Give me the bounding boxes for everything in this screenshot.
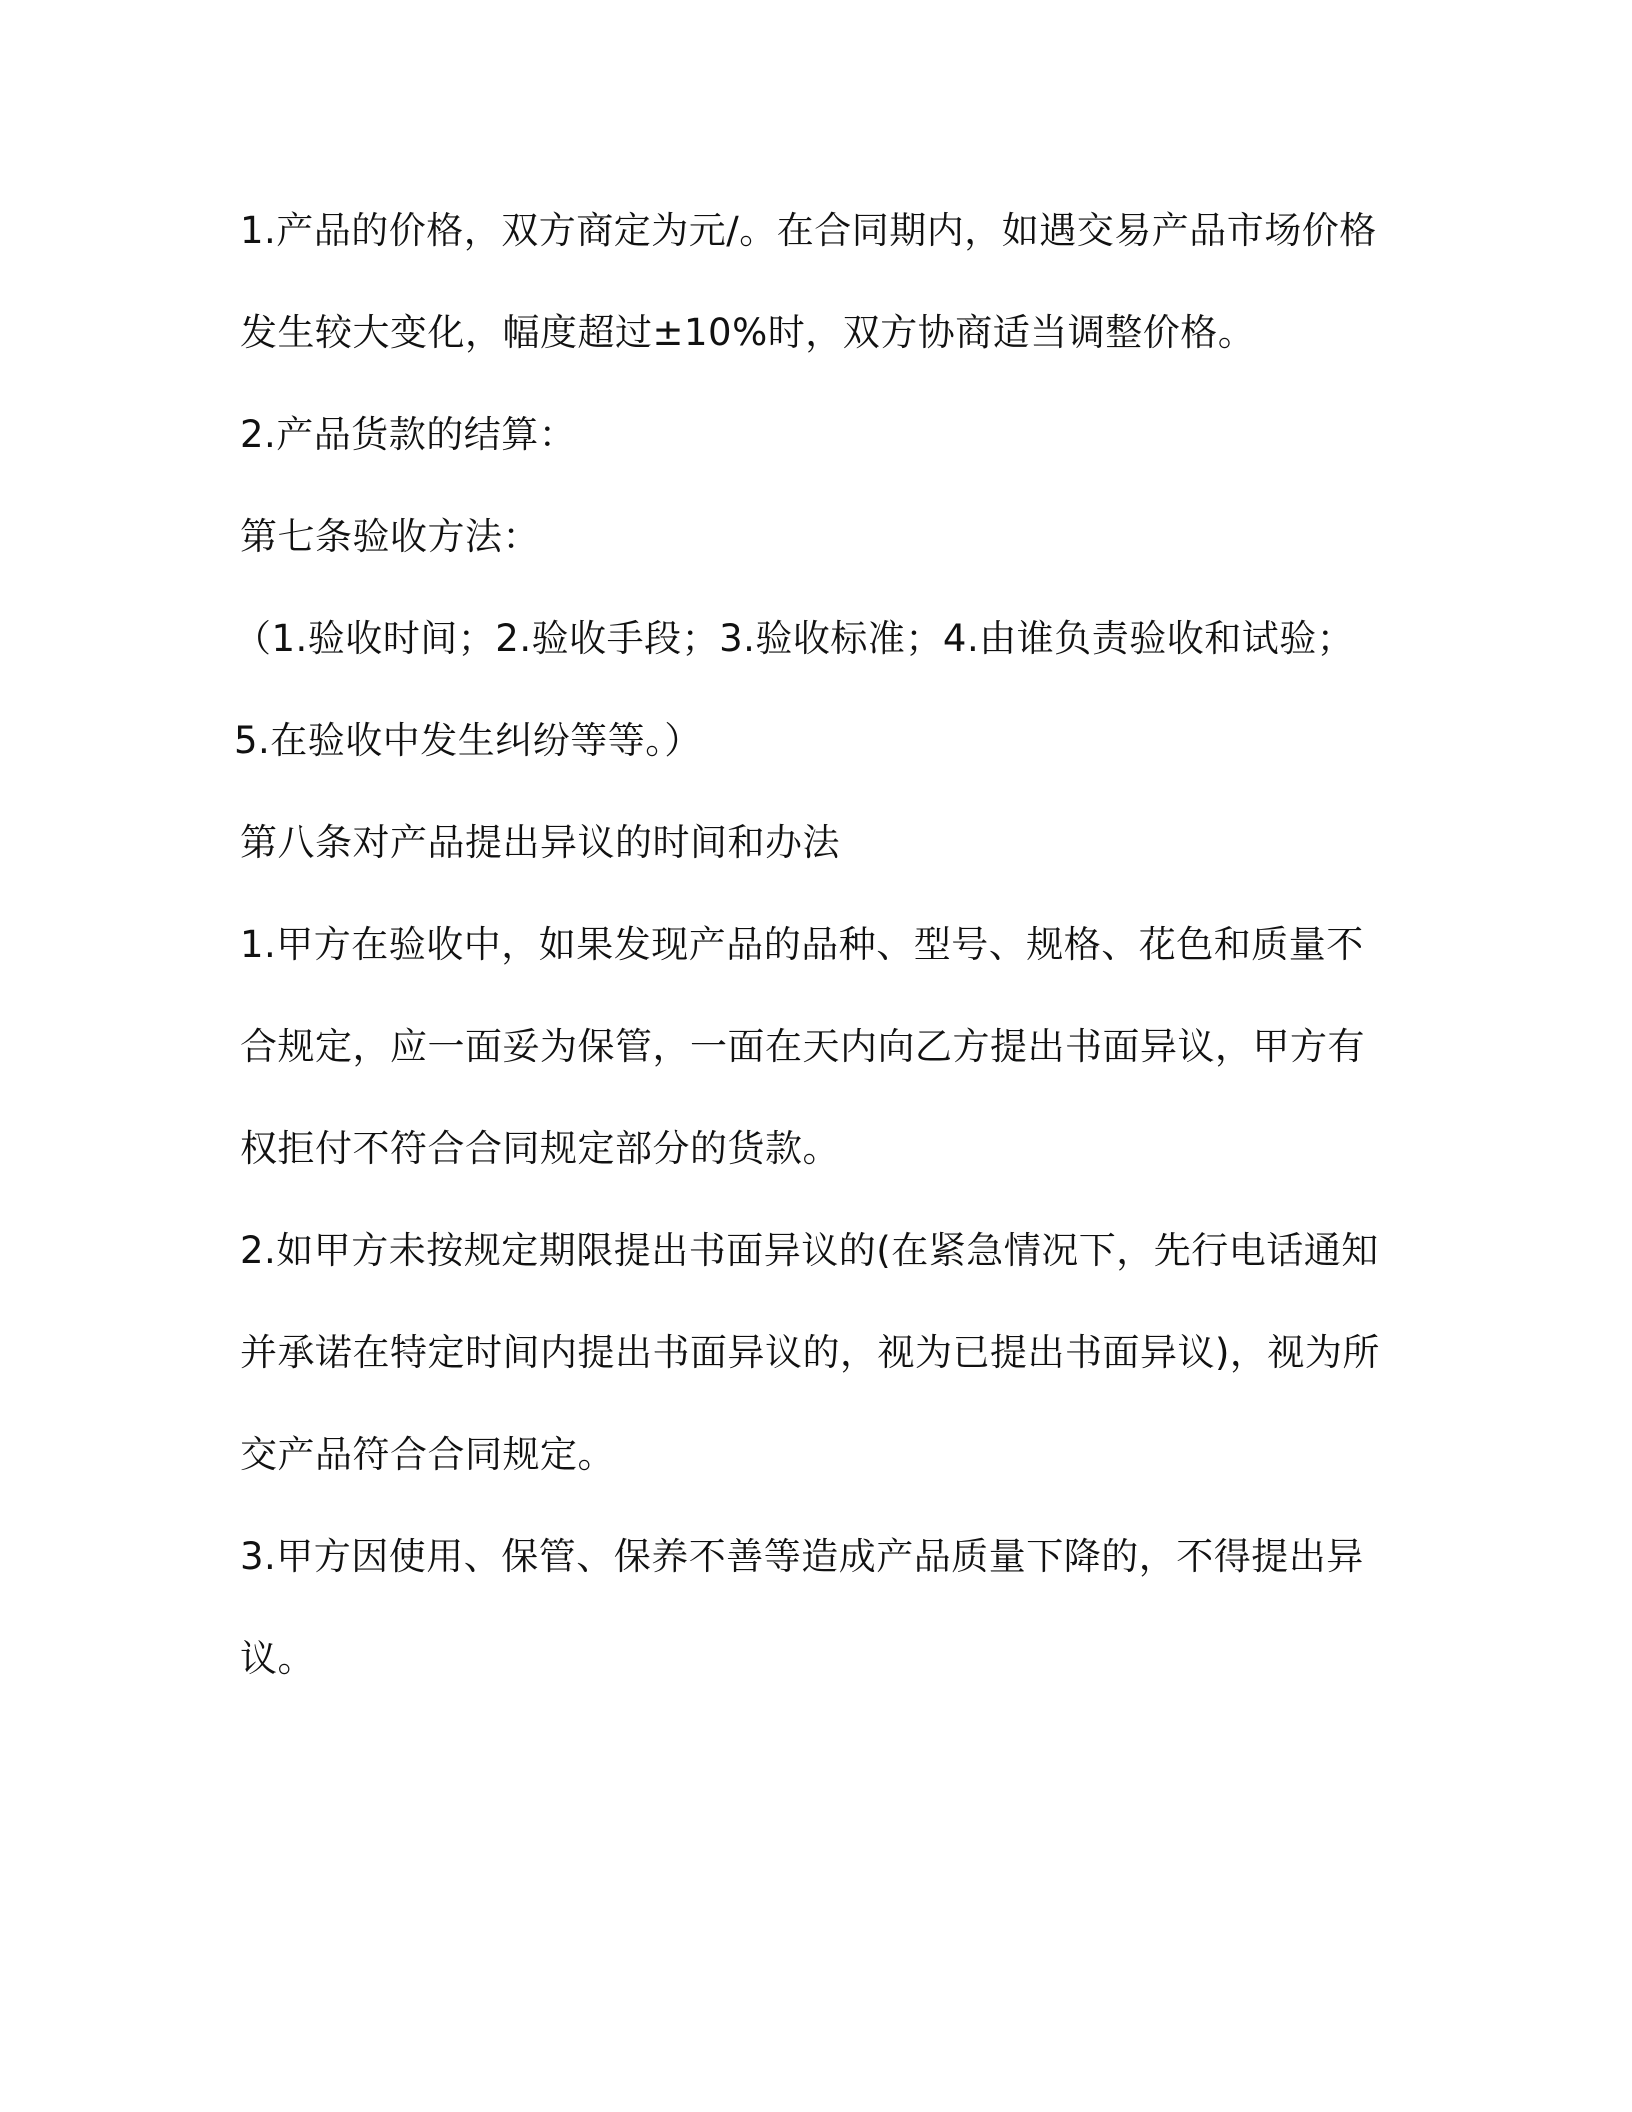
price-clause-paragraph: 1.产品的价格，双方商定为元/。在合同期内，如遇交易产品市场价格发生较大变化，幅度超过±10%时，双方协商适当调整价格。 (240, 209, 1377, 354)
objection-clause-3-paragraph: 3.甲方因使用、保管、保养不善等造成产品质量下降的，不得提出异议。 (240, 1535, 1364, 1680)
objection-clause-2-paragraph: 2.如甲方未按规定期限提出书面异议的(在紧急情况下，先行电话通知并承诺在特定时间内提出书面异议的，视为已提出书面异议)，视为所交产品符合合同规定。 (240, 1229, 1380, 1476)
objection-clause-1-paragraph: 1.甲方在验收中，如果发现产品的品种、型号、规格、花色和质量不合规定，应一面妥为保管，一面在天内向乙方提出书面异议，甲方有权拒付不符合合同规定部分的货款。 (240, 923, 1365, 1170)
inspection-items-paragraph: （1.验收时间；2.验收手段；3.验收标准；4.由谁负责验收和试验；5.在验收中发生纠纷等等。） (234, 617, 1355, 762)
document-body (234, 180, 1390, 1710)
article-eight-heading: 第八条对产品提出异议的时间和办法 (240, 821, 840, 864)
article-seven-heading: 第七条验收方法： (240, 515, 540, 558)
payment-settlement-paragraph: 2.产品货款的结算： (240, 413, 577, 456)
